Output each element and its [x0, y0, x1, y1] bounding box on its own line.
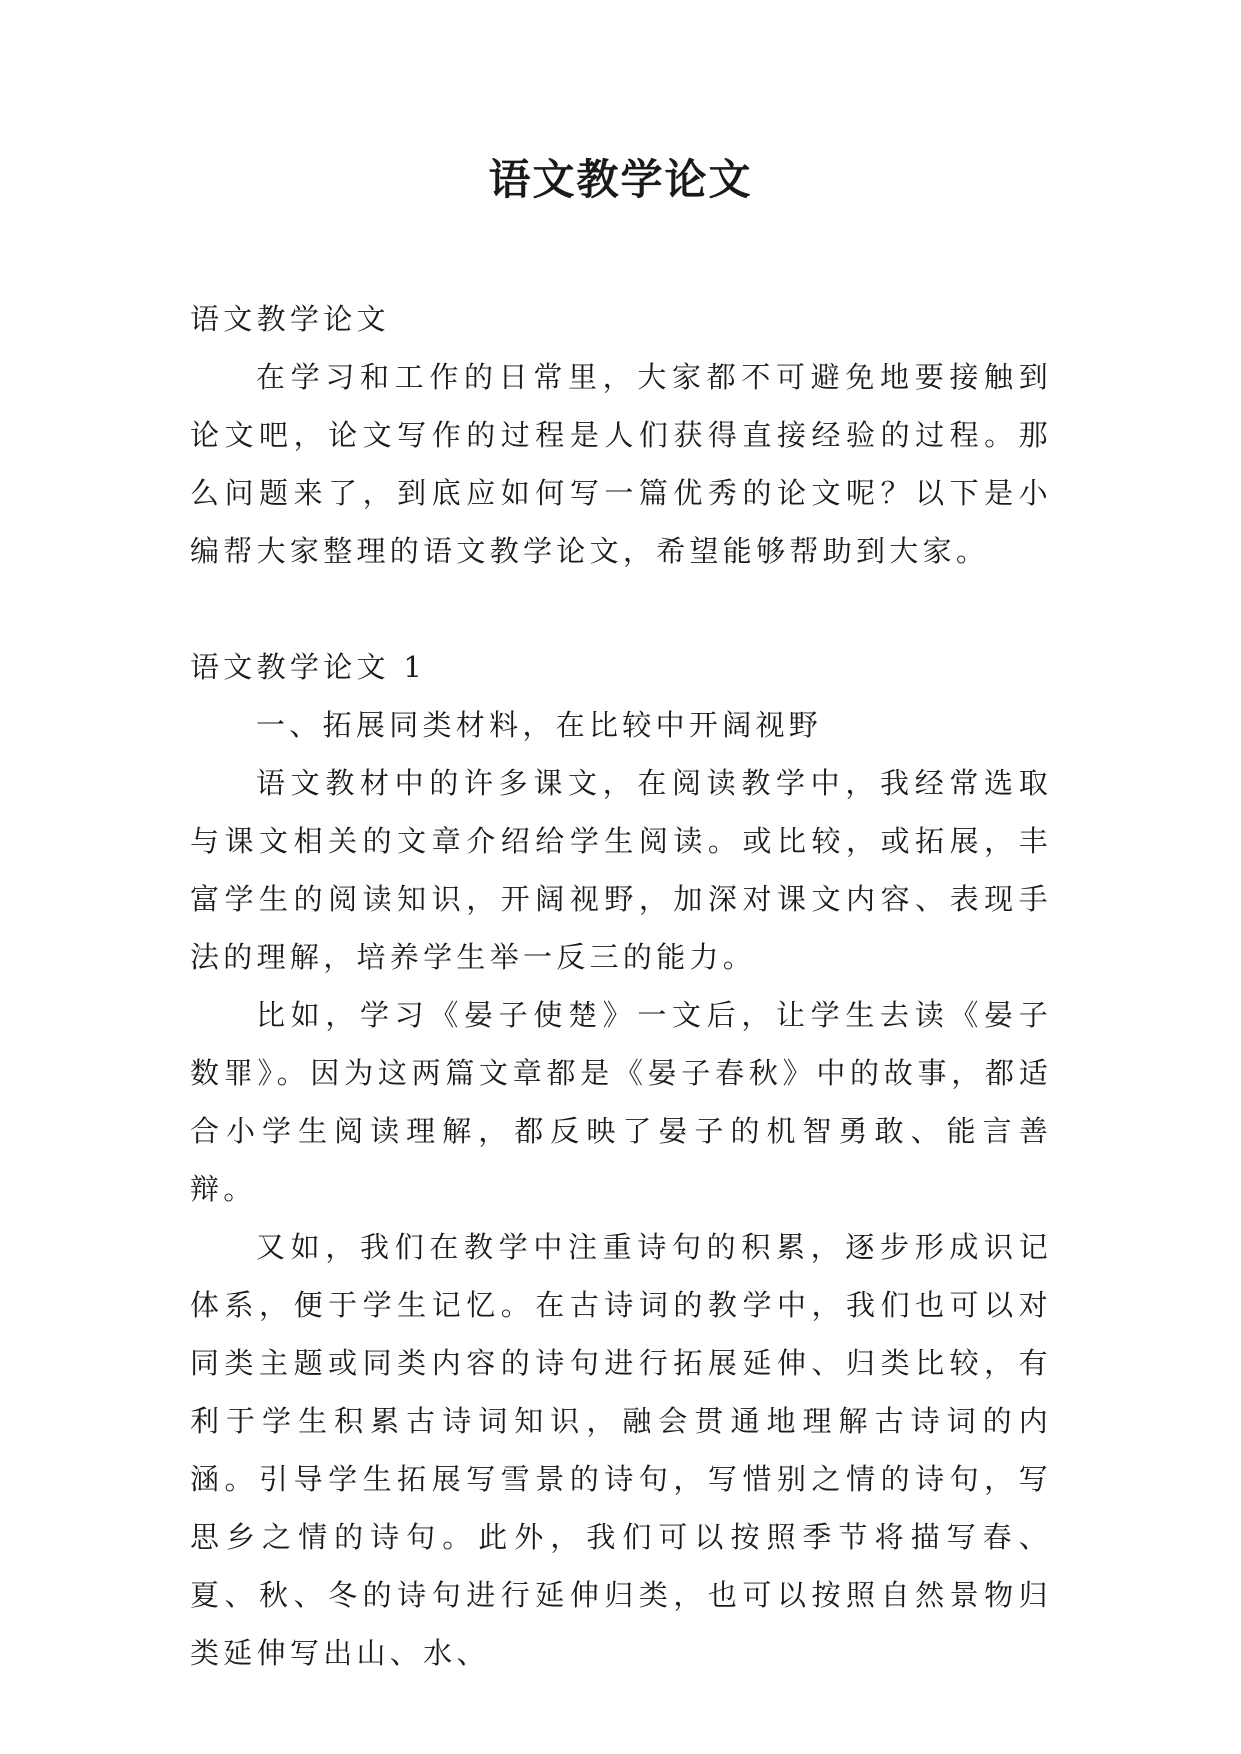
- section-subheading: 一、拓展同类材料，在比较中开阔视野: [256, 708, 823, 742]
- intro-heading: 语文教学论文: [190, 302, 390, 336]
- document-body: [190, 290, 1052, 1682]
- intro-paragraph: 在学习和工作的日常里，大家都不可避免地要接触到论文吧，论文写作的过程是人们获得直接经验的过程。那么问题来了，到底应如何写一篇优秀的论文呢？以下是小编帮大家整理的语文教学论文，希望能够帮助到大家。: [190, 360, 1052, 568]
- body-paragraph: 又如，我们在教学中注重诗句的积累，逐步形成识记体系，便于学生记忆。在古诗词的教学中，我们也可以对同类主题或同类内容的诗句进行拓展延伸、归类比较，有利于学生积累古诗词知识，融会贯通地理解古诗词的内涵。引导学生拓展写雪景的诗句，写惜别之情的诗句，写思乡之情的诗句。此外，我们可以按照季节将描写春、夏、秋、冬的诗句进行延伸归类，也可以按照自然景物归类延伸写出山、水、: [190, 1230, 1052, 1670]
- section-heading: 语文教学论文 1: [190, 650, 427, 684]
- body-paragraph: 语文教材中的许多课文，在阅读教学中，我经常选取与课文相关的文章介绍给学生阅读。或比较，或拓展，丰富学生的阅读知识，开阔视野，加深对课文内容、表现手法的理解，培养学生举一反三的能力。: [190, 766, 1052, 974]
- document-title: 语文教学论文: [488, 155, 753, 204]
- section-spacer: [190, 580, 1052, 638]
- body-paragraph: 比如，学习《晏子使楚》一文后，让学生去读《晏子数罪》。因为这两篇文章都是《晏子春秋》中的故事，都适合小学生阅读理解，都反映了晏子的机智勇敢、能言善辩。: [190, 998, 1052, 1206]
